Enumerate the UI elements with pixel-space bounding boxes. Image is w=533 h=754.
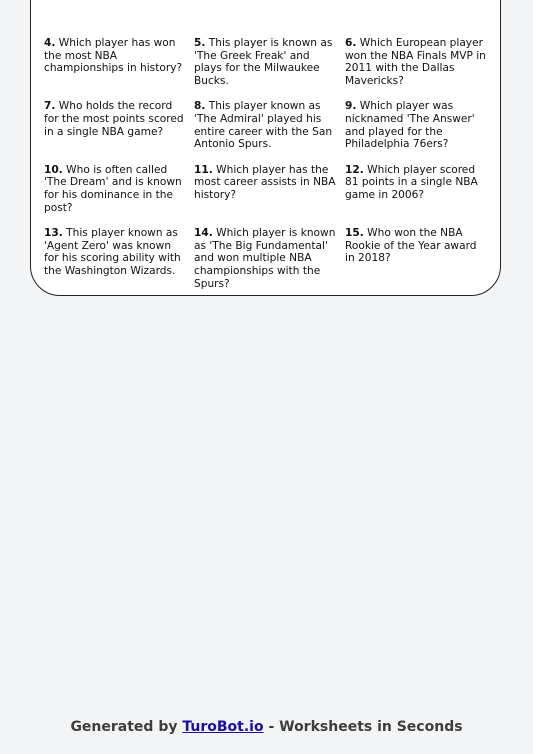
question-number: 15.: [345, 227, 364, 240]
question-item: [194, 37, 345, 87]
question-number: 5.: [194, 37, 206, 49]
question-item: [345, 37, 494, 87]
question-text: Who holds the record for the most points scored in a single NBA game?: [44, 100, 184, 138]
question-item: [44, 227, 194, 290]
question-item: [345, 100, 494, 150]
question-text: Which European player won the NBA Finals MVP in 2011 with the Dallas Mavericks?: [345, 37, 486, 87]
question-item: [345, 164, 494, 214]
question-number: 7.: [44, 100, 56, 113]
question-number: 8.: [194, 100, 206, 113]
footer-suffix: - Worksheets in Seconds: [268, 719, 463, 735]
question-number: 6.: [345, 37, 357, 49]
footer-prefix: Generated by: [70, 719, 178, 735]
question-text: Who won the NBA Rookie of the Year award in 2018?: [345, 227, 477, 265]
question-text: Which player is known as 'The Big Fundamental' and won multiple NBA championships with the Spurs?: [194, 227, 336, 290]
question-text: Which player has the most career assists in NBA history?: [194, 163, 336, 201]
question-number: 14.: [194, 227, 213, 240]
question-number: 12.: [345, 163, 364, 176]
question-item: [44, 37, 194, 87]
question-item: [194, 164, 345, 214]
turobot-link[interactable]: TuroBot.io: [182, 719, 264, 735]
question-item: [44, 164, 194, 214]
question-grid: [44, 37, 494, 290]
question-text: Who is often called 'The Dream' and is known for his dominance in the post?: [44, 163, 182, 214]
question-text: Which player scored 81 points in a single NBA game in 2006?: [345, 163, 478, 201]
question-number: 4.: [44, 37, 56, 49]
question-item: [194, 100, 345, 150]
footer: [0, 719, 533, 735]
question-number: 9.: [345, 100, 357, 113]
question-text: This player is known as 'The Greek Freak' and plays for the Milwaukee Bucks.: [194, 37, 333, 87]
question-text: This player known as 'The Admiral' played his entire career with the San Antonio Spurs.: [194, 100, 333, 151]
question-number: 10.: [44, 163, 63, 176]
question-number: 11.: [194, 163, 213, 176]
question-text: Which player was nicknamed 'The Answer' and played for the Philadelphia 76ers?: [345, 100, 475, 151]
question-number: 13.: [44, 227, 63, 240]
question-text: Which player has won the most NBA championships in history?: [44, 37, 183, 75]
question-item: [194, 227, 345, 290]
question-item: [44, 100, 194, 150]
question-text: This player known as 'Agent Zero' was known for his scoring ability with the Washington Wizards.: [44, 227, 181, 277]
question-item: [345, 227, 494, 290]
